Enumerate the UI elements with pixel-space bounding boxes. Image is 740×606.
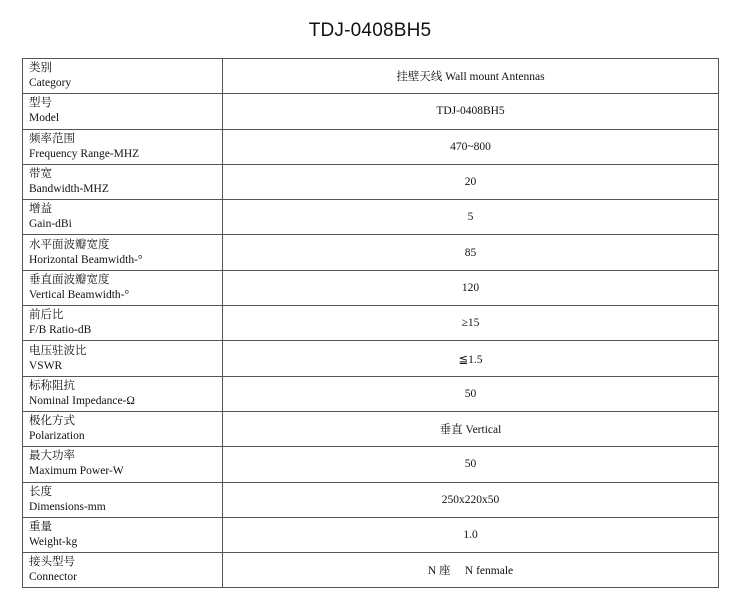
spec-label-cell xyxy=(23,235,223,270)
spec-label-cell xyxy=(23,411,223,446)
spec-row xyxy=(23,94,719,129)
spec-label-en: Gain-dBi xyxy=(29,218,72,231)
spec-label-en: F/B Ratio-dB xyxy=(29,324,92,337)
spec-label-cell xyxy=(23,553,223,588)
spec-label-en: Polarization xyxy=(29,430,85,443)
spec-label-cell xyxy=(23,306,223,341)
spec-value: N 座 N fenmale xyxy=(223,553,719,588)
spec-value: 挂壁天线 Wall mount Antennas xyxy=(223,59,719,94)
spec-label-en: Bandwidth-MHZ xyxy=(29,183,109,196)
spec-label-en: Weight-kg xyxy=(29,536,78,548)
spec-label-cn: 最大功率 xyxy=(29,450,75,463)
spec-label-en: Frequency Range-MHZ xyxy=(29,147,140,160)
spec-value: 50 xyxy=(223,447,719,482)
spec-value: 85 xyxy=(223,235,719,270)
spec-label-cn: 长度 xyxy=(29,485,52,498)
spec-label-cn: 水平面波瓣宽度 xyxy=(29,238,110,251)
spec-value: 50 xyxy=(223,376,719,411)
spec-value: 垂直 Vertical xyxy=(223,411,719,446)
spec-label-cell xyxy=(23,200,223,235)
spec-label-cell xyxy=(23,517,223,552)
spec-row xyxy=(23,306,719,341)
spec-value: 120 xyxy=(223,270,719,305)
spec-label-cell xyxy=(23,129,223,164)
spec-label-en: Horizontal Beamwidth-° xyxy=(29,253,143,266)
spec-label-en: Category xyxy=(29,77,72,90)
spec-label-cn: 接头型号 xyxy=(29,556,75,569)
spec-value: TDJ-0408BH5 xyxy=(223,94,719,129)
spec-row xyxy=(23,59,719,94)
spec-row xyxy=(23,376,719,411)
spec-label-cell xyxy=(23,482,223,517)
spec-label-cell xyxy=(23,164,223,199)
spec-label-en: Connector xyxy=(29,571,77,584)
spec-label-cn: 极化方式 xyxy=(29,415,75,428)
spec-row xyxy=(23,447,719,482)
spec-label-en: Vertical Beamwidth-° xyxy=(29,288,130,301)
spec-label-en: Model xyxy=(29,112,60,125)
spec-row xyxy=(23,164,719,199)
spec-row xyxy=(23,482,719,517)
spec-label-en: Dimensions-mm xyxy=(29,500,106,513)
spec-label-cell xyxy=(23,341,223,376)
spec-value: 1.0 xyxy=(223,517,719,552)
document-title: TDJ-0408BH5 xyxy=(308,20,432,41)
spec-row xyxy=(23,270,719,305)
spec-value: ≥15 xyxy=(223,306,719,341)
spec-row xyxy=(23,129,719,164)
spec-row xyxy=(23,517,719,552)
spec-label-cn: 电压驻波比 xyxy=(29,344,87,357)
spec-row xyxy=(23,341,719,376)
spec-label-cn: 标称阻抗 xyxy=(29,379,75,392)
spec-label-cell xyxy=(23,447,223,482)
spec-label-en: Nominal Impedance-Ω xyxy=(29,394,135,407)
spec-row xyxy=(23,411,719,446)
spec-row xyxy=(23,235,719,270)
spec-table-body xyxy=(23,59,719,588)
spec-label-cell xyxy=(23,270,223,305)
spec-row xyxy=(23,200,719,235)
spec-label-cn: 垂直面波瓣宽度 xyxy=(29,273,110,286)
spec-value: 20 xyxy=(223,164,719,199)
spec-value: ≦1.5 xyxy=(223,341,719,376)
spec-label-cn: 增益 xyxy=(29,203,52,216)
spec-table xyxy=(22,58,719,588)
spec-label-cn: 重量 xyxy=(29,521,52,533)
spec-label-cell xyxy=(23,59,223,94)
spec-label-cell xyxy=(23,376,223,411)
spec-label-cn: 型号 xyxy=(29,97,52,110)
spec-label-en: VSWR xyxy=(29,359,63,372)
spec-label-cn: 前后比 xyxy=(29,309,64,322)
spec-label-cn: 带宽 xyxy=(29,168,52,181)
spec-value: 5 xyxy=(223,200,719,235)
spec-label-cell xyxy=(23,94,223,129)
spec-label-cn: 频率范围 xyxy=(29,132,75,145)
spec-value: 470~800 xyxy=(223,129,719,164)
spec-label-en: Maximum Power-W xyxy=(29,465,124,478)
spec-value: 250x220x50 xyxy=(223,482,719,517)
spec-row xyxy=(23,553,719,588)
spec-label-cn: 类别 xyxy=(29,62,52,75)
